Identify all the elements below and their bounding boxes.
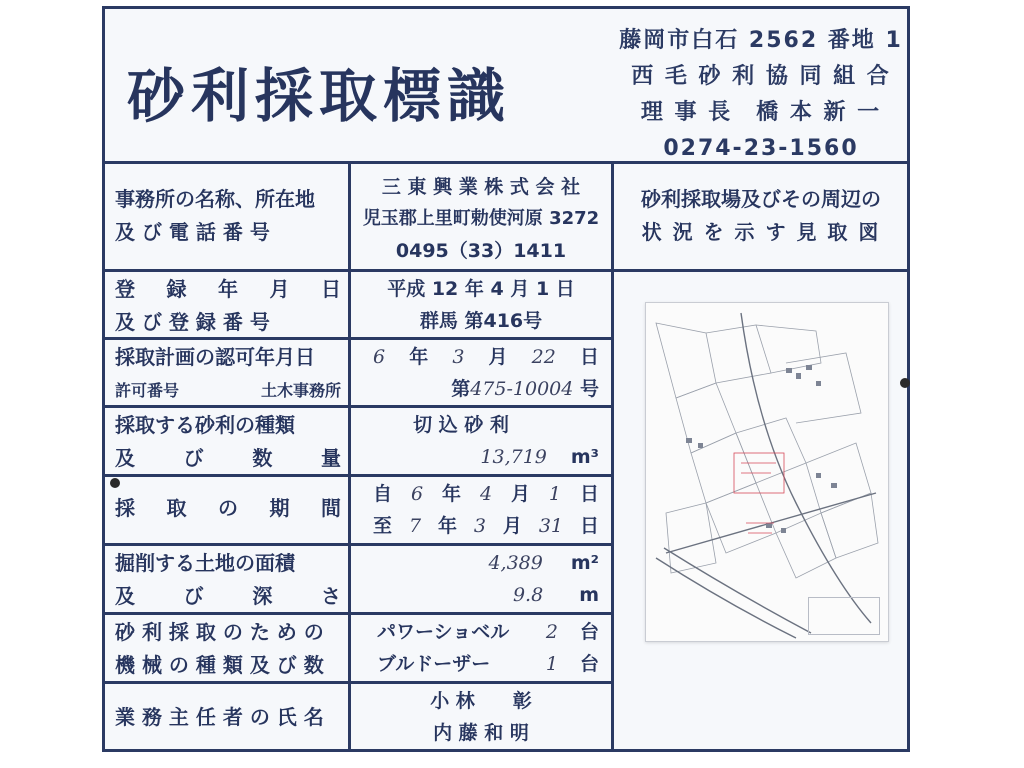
map-drawing (646, 303, 888, 641)
company-address: 児玉郡上里町勅使河原 3272 (362, 208, 600, 229)
gravel-value: 切 込 砂 利 13,719 m³ (353, 409, 599, 473)
excavation-area: 4,389 (488, 552, 543, 574)
period-from-day: 1 (548, 483, 562, 505)
mounting-bolt (110, 478, 120, 488)
sign-board (102, 6, 910, 752)
permit-month: 3 (452, 346, 465, 368)
machine-2: ブルドーザー (377, 653, 491, 675)
association-info (613, 23, 909, 167)
site-sketch-map (645, 302, 889, 642)
excavation-value: 4,389 m² 9.8 m (488, 552, 599, 606)
divider (611, 161, 614, 749)
office-label: 事務所の名称、所在地 及 び 電 話 番 号 (115, 187, 315, 244)
period-from-year: 6 (410, 483, 424, 505)
period-value: 自 6 年 4 月 1 日 至 7 年 3 月 31 日 (373, 478, 599, 542)
registration-value (353, 273, 609, 337)
machine-1-count: 2 (545, 621, 558, 643)
period-from-month: 4 (479, 483, 493, 505)
divider (105, 269, 907, 272)
association-phone: 0274-23-1560 (663, 136, 859, 161)
permit-year: 6 (373, 346, 386, 368)
excavation-label: 掘削する土地の面積 及 び 深 さ (115, 551, 341, 608)
map-legend-box (808, 597, 880, 635)
divider (105, 161, 907, 164)
machinery-label: 砂 利 採 取 の た め の 機 械 の 種 類 及 び 数 (115, 620, 324, 677)
permit-number: 475-10004 (470, 378, 574, 400)
permit-label: 採取計画の認可年月日 許可番号 土木事務所 (115, 345, 341, 400)
association-name: 西 毛 砂 利 協 同 組 合 (631, 64, 891, 89)
mounting-bolt (900, 378, 910, 388)
registration-number: 群馬 第416号 (419, 310, 543, 332)
gravel-type: 切 込 砂 利 (413, 414, 509, 436)
company-phone: 0495（33）1411 (395, 240, 567, 262)
registration-date: 平成 12 年 4 月 1 日 (387, 278, 575, 300)
association-address: 藤岡市白石 2562 番地 1 (619, 28, 903, 53)
divider (348, 161, 351, 749)
period-to-year: 7 (408, 515, 422, 537)
machinery-value: パワーショベル 2 台 ブルドーザー 1 台 (377, 616, 599, 680)
gravel-amount: 13,719 (480, 446, 547, 468)
map-heading: 砂利採取場及びその周辺の 状 況 を 示 す 見 取 図 (641, 187, 881, 244)
manager-name-1: 小 林 彰 (430, 690, 532, 712)
period-to-month: 3 (473, 515, 486, 537)
gravel-label: 採取する砂利の種類 及 び 数 量 (115, 413, 341, 470)
machine-2-count: 1 (545, 653, 558, 675)
association-chair: 理 事 長 橋 本 新 一 (640, 100, 882, 125)
company-name: 三 東 興 業 株 式 会 社 (381, 176, 581, 198)
period-to-day: 31 (538, 515, 564, 537)
excavation-depth: 9.8 (512, 584, 544, 606)
manager-label: 業 務 主 任 者 の 氏 名 (115, 705, 324, 729)
period-label: 採 取 の 期 間 (115, 496, 341, 520)
manager-value (353, 685, 609, 749)
manager-name-2: 内 藤 和 明 (433, 722, 529, 744)
divider (105, 543, 613, 546)
permit-day: 22 (531, 346, 556, 368)
sign-title: 砂利採取標識 (127, 62, 512, 130)
machine-1: パワーショベル (377, 621, 510, 643)
permit-value: 6 年 3 月 22 日 第475-10004 号 (373, 341, 599, 405)
office-value (353, 171, 609, 267)
registration-label: 登 録 年 月 日 及 び 登 録 番 号 (115, 277, 341, 334)
